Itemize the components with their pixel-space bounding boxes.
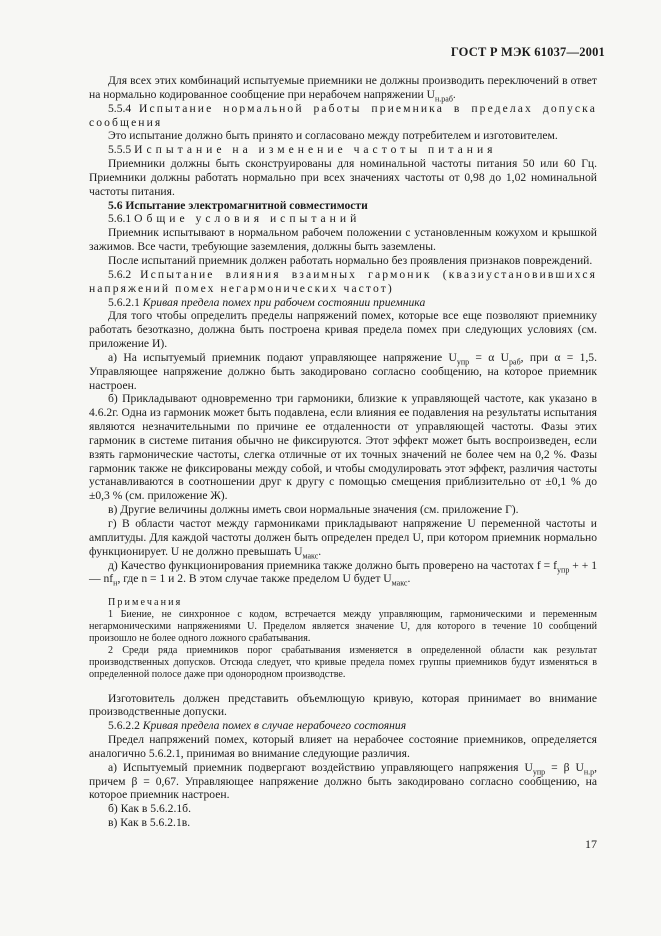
section-5-6-2-1-heading: 5.6.2.1 Кривая предела помех при рабочем состоянии приемника (108, 295, 426, 309)
section-5-6-1-heading: 5.6.1 Общие условия испытаний (108, 212, 361, 226)
paragraph: Приемник испытывают в нормальном рабочем положении с установленным кожухом и крышкой зажимов. Все части, требующие заземления, должны быть заземлены. (89, 226, 597, 254)
document-header: ГОСТ Р МЭК 61037—2001 (450, 45, 605, 59)
list-item-a: а) На испытуемый приемник подают управляющее напряжение $U_{упр} = \alpha$ $U_{раб}$, при α = 1,5. Управляющее напряжение должно быть закодировано согласно сообщению, на которое приемник настроен. (89, 350, 598, 392)
section-5-6-2-heading: 5.6.2 Испытание влияния взаимных гармоник (квазиустановившихся напряжений помех негармонических частот) (89, 267, 597, 295)
list-item-v: в) Другие величины должны иметь свои нормальные значения (см. приложение Г). (108, 503, 519, 517)
paragraph: Предел напряжений помех, который влияет на нерабочее состояние приемников, определяется аналогично 5.6.2.1, принимая во внимание следующие различия. (89, 733, 597, 760)
section-5-6-2-2-heading: 5.6.2.2 Кривая предела помех в случае нерабочего состояния (108, 719, 407, 733)
section-5-5-4-heading: 5.5.4 Испытание нормальной работы приемника в пределах допуска сообщения (89, 101, 597, 129)
section-5-6-heading: 5.6 Испытание электромагнитной совместимости (108, 198, 368, 212)
paragraph: Для того чтобы определить пределы напряжений помех, которые все еще позволяют приемнику работать безотказно, должна быть построена кривая предела помех при следующих условиях (см. приложение И). (89, 309, 597, 351)
note-2: 2 Среди ряда приемников порог срабатывания изменяется в определенной области как результат производственных допусков. Отсюда следует, что кривые предела помех группы приемников будут изменяться в определенной полосе даже при одонородном производстве. (89, 644, 597, 680)
notes-block (89, 597, 597, 680)
list-item-v-2: в) Как в 5.6.2.1в. (108, 816, 191, 830)
notes-title: Примечания (108, 597, 183, 609)
list-item-d: д) Качество функционирования приемника также должно быть проверено на частотах $f = f_{упр}$ + + 1 — $nf_н$, где n = 1 и 2. В этом случае также пределом U будет $U_{макс}$. (89, 558, 597, 588)
paragraph: Это испытание должно быть принято и согласовано между потребителем и изготовителем. (108, 129, 558, 143)
paragraph: После испытаний приемник должен работать нормально без проявления признаков повреждений. (108, 253, 593, 267)
list-item-g: г) В области частот между гармониками прикладывают напряжение U переменной частоты и амплитуды. Для каждой частоты должен быть определен предел U, при котором приемник нормально функционирует. U не должно превышать $U_{макс}$. (89, 517, 597, 560)
page-number: 17 (585, 837, 597, 851)
spacer (89, 681, 597, 692)
list-item-a-2: а) Испытуемый приемник подвергают воздействию управляющего напряжения $U_{упр} = \beta$ $U_{н.р}$, причем β = 0,67. Управляющее напряжение должно быть закодировано согласно сообщению, на которое приемник настроен. (89, 760, 597, 802)
note-1: 1 Биение, не синхронное с кодом, встречается между управляющим, гармоническими и переменным негармоническими напряжениями U. Пределом является значение U, для которого в течение 10 сообщений произошло не более одного ложного срабатывания. (89, 609, 597, 644)
paragraph: Для всех этих комбинаций испытуемые приемники не должны производить переключений в ответ на нормально кодированное сообщение при нерабочем напряжении $U_{н.раб}$. (89, 74, 597, 104)
section-5-5-5-heading: 5.5.5 Испытание на изменение частоты питания (108, 143, 497, 157)
paragraph: Изготовитель должен представить объемлющую кривую, которая принимает во внимание производственные допуски. (89, 691, 597, 719)
list-item-b: б) Прикладывают одновременно три гармоники, близкие к управляющей частоте, как указано в 4.6.2г. Одна из гармоник может быть подавлена, если влияния ее подавления на результаты испытания являются незначительными по причине ее отдаленности от управляющей частоты. Фазы этих гармоник в системе питания обычно не фиксируются. Этот эффект может быть воспроизведен, если взять гармонические частоты, слегка отличные от их точных значений не более чем на 0,2 %. Фазы гармоник также не фиксированы между собой, и чтобы смодулировать этот эффект, различия частоты устанавливаются в соотношении друг к другу с помощью смещения приблизительно от ±0,1 % до ±0,3 % (см. приложение Ж). (89, 392, 597, 503)
page-content (89, 74, 597, 830)
spacer (89, 586, 597, 597)
paragraph: Приемники должны быть сконструированы для номинальной частоты питания 50 или 60 Гц. Приемники должны работать нормально при всех значениях частоты от 0,98 до 1,02 номинальной частоты питания. (89, 157, 597, 198)
list-item-b-2: б) Как в 5.6.2.1б. (108, 802, 191, 816)
